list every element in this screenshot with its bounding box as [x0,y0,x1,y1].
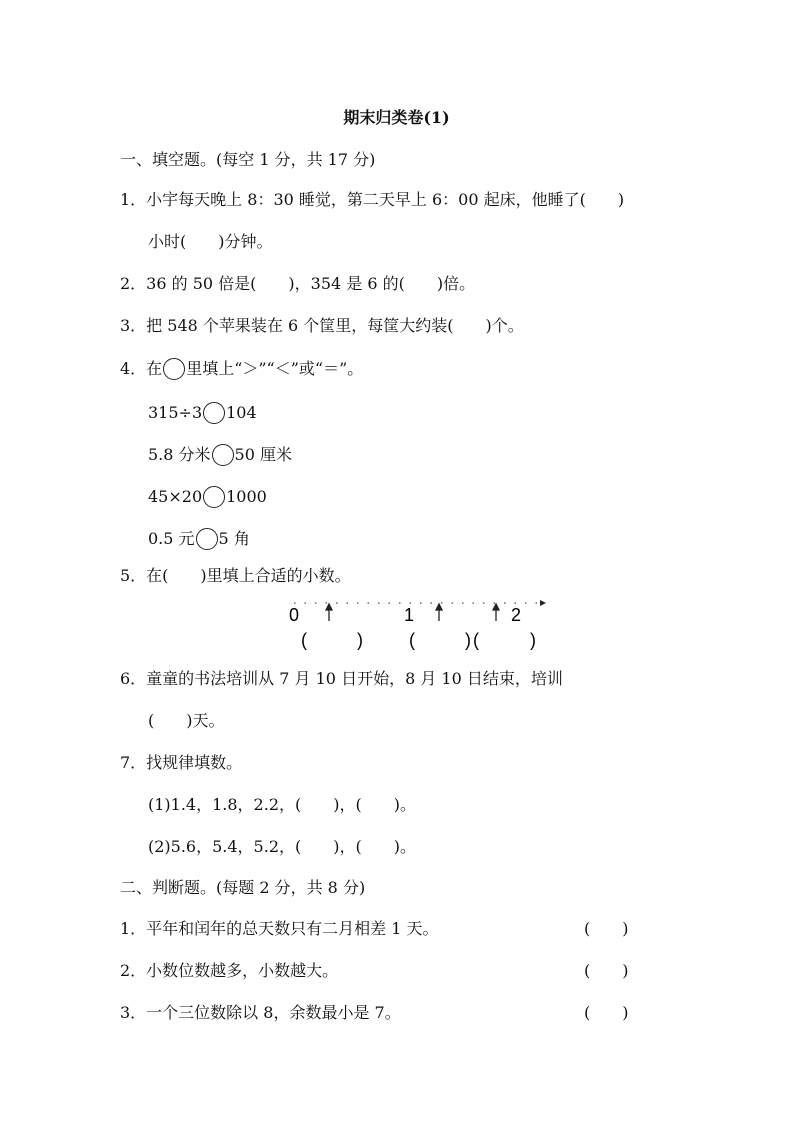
compare-left: 315÷3 [148,403,203,422]
question-4-instruction: 里填上“＞”“＜”或“＝”。 [186,359,364,378]
answer-paren-open: ( [301,630,307,650]
question-7-part1: (1)1.4，1.8，2.2，( )，( )。 [148,795,416,814]
judge-item-3: 3．一个三位数除以 8，余数最小是 7。 [120,1003,401,1022]
compare-item [148,486,267,508]
question-1-line1: 1．小宇每天晚上 8：30 睡觉，第二天早上 6：00 起床，他睡了( ) [120,190,625,209]
compare-circle-icon [196,528,218,550]
compare-item [148,402,257,424]
compare-item [148,528,250,550]
answer-paren-open: ( [473,630,479,650]
question-4 [120,358,363,380]
section1-heading: 一、填空题。(每空 1 分，共 17 分) [120,150,376,169]
compare-right: 50 厘米 [234,445,292,464]
question-3: 3．把 548 个苹果装在 6 个筐里，每筐大约装( )个。 [120,316,524,335]
number-line-label-2: 2 [511,605,522,625]
question-5: 5．在( )里填上合适的小数。 [120,566,351,585]
up-arrow-icon [436,604,442,610]
compare-right: 5 角 [218,529,250,548]
question-6-line2: ( )天。 [148,711,225,730]
compare-left: 0.5 元 [148,529,195,548]
compare-left: 5.8 分米 [148,445,211,464]
answer-paren-open: ( [409,630,415,650]
page-title: 期末归类卷(1) [343,108,450,127]
answer-paren-close: ) [465,630,471,650]
question-1-line2: 小时( )分钟。 [148,232,273,251]
judge-item-2: 2．小数位数越多，小数越大。 [120,961,339,980]
answer-paren-close: ) [530,630,536,650]
compare-right: 104 [226,403,257,422]
question-7-part2: (2)5.6，5.4，5.2，( )，( )。 [148,837,416,856]
judge-answer-paren: ( ) [584,961,629,980]
compare-circle-icon [163,358,185,380]
judge-answer-paren: ( ) [584,919,629,938]
judge-answer-paren: ( ) [584,1003,629,1022]
question-4-prefix: 4．在 [120,359,163,378]
section2-heading: 二、判断题。(每题 2 分，共 8 分) [120,878,366,897]
up-arrow-icon [326,604,332,610]
compare-left: 45×20 [148,487,203,506]
number-line-label-0: 0 [289,605,300,625]
number-line-arrowhead-icon [540,600,546,606]
up-arrow-icon [493,604,499,610]
compare-circle-icon [212,444,234,466]
compare-item [148,444,292,466]
answer-paren-close: ) [357,630,363,650]
number-line [280,594,550,654]
question-2: 2．36 的 50 倍是( )，354 是 6 的( )倍。 [120,274,476,293]
question-7: 7．找规律填数。 [120,753,243,772]
number-line-label-1: 1 [404,605,415,625]
judge-item-1: 1．平年和闰年的总天数只有二月相差 1 天。 [120,919,439,938]
compare-right: 1000 [226,487,267,506]
question-6-line1: 6．童童的书法培训从 7 月 10 日开始，8 月 10 日结束，培训 [120,669,563,688]
compare-circle-icon [203,486,225,508]
compare-circle-icon [203,402,225,424]
